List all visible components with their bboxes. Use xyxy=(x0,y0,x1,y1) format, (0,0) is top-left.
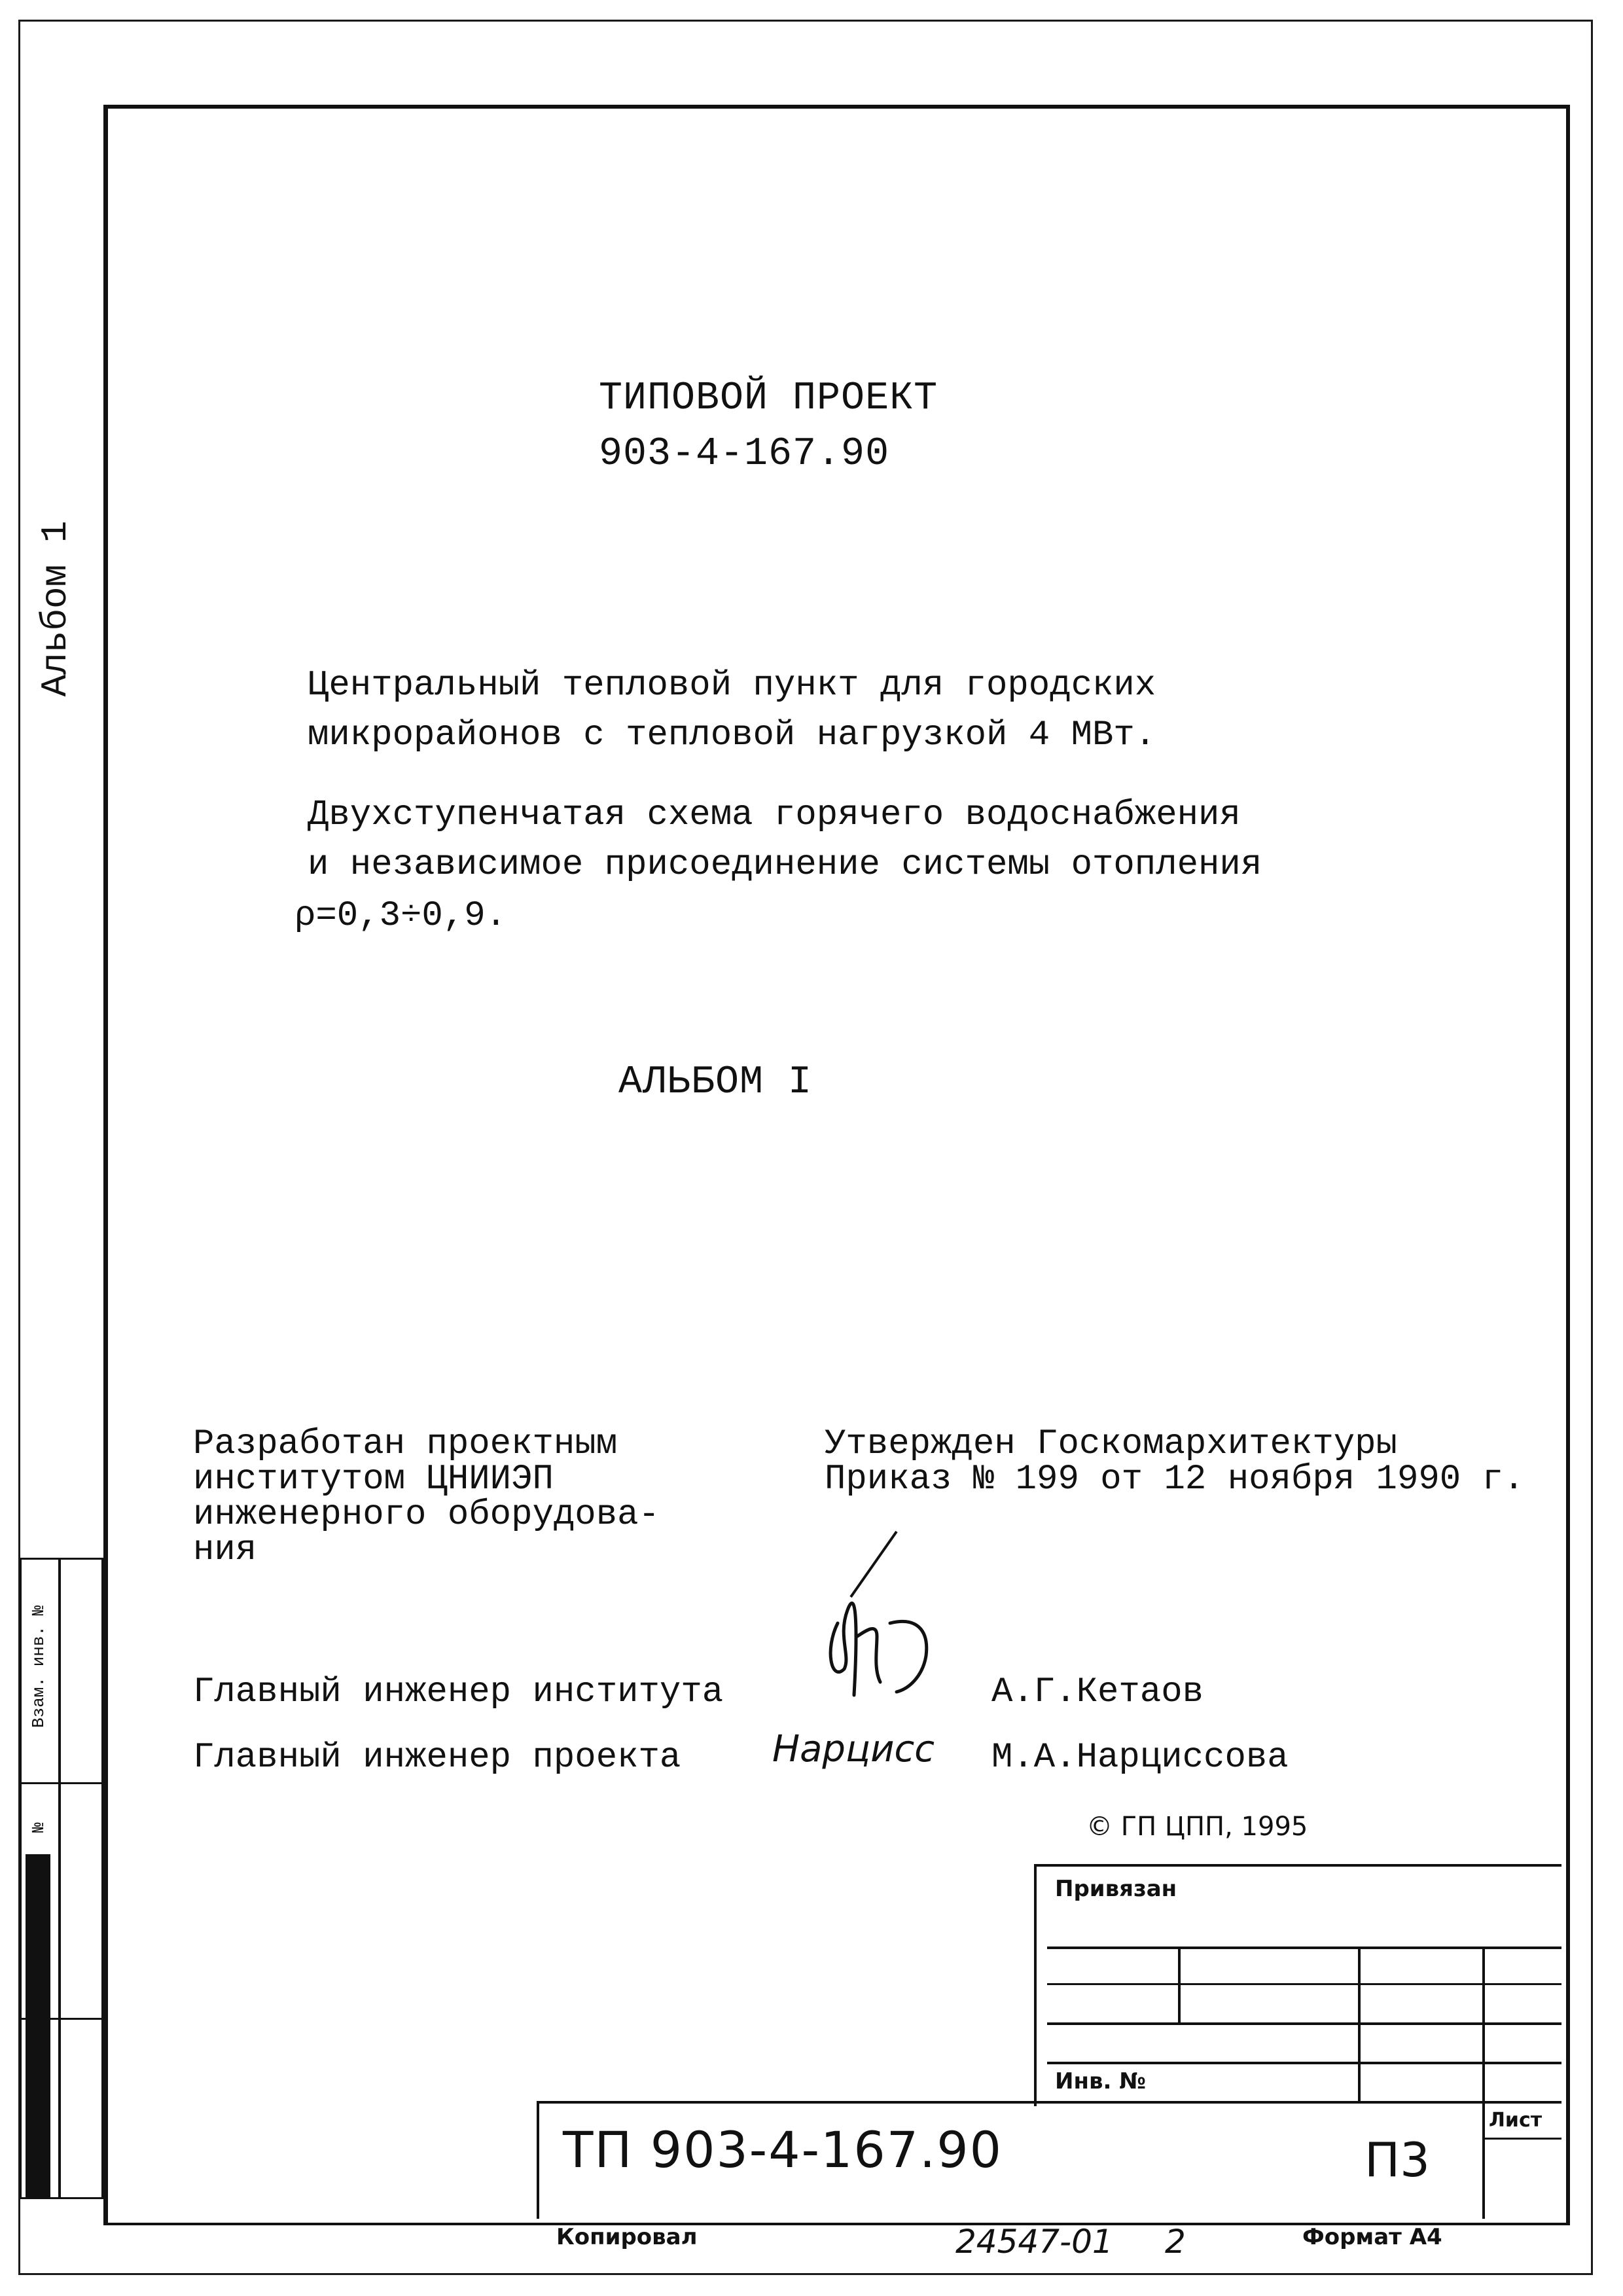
sheet-cell-rule xyxy=(1482,2138,1561,2140)
sheet-value: П3 xyxy=(1364,2132,1430,2187)
description-line-3: Двухступенчатая схема горячего водоснабжения xyxy=(308,795,1241,835)
side-no-text: № xyxy=(29,1822,48,1833)
developer-line-2: институтом ЦНИИЭП xyxy=(193,1460,554,1499)
description-line-2: микрорайонов с тепловой нагрузкой 4 МВт. xyxy=(308,715,1156,755)
side-album-label xyxy=(20,497,92,720)
page-number: 2 xyxy=(1165,2223,1186,2261)
project-number: 903-4-167.90 xyxy=(599,432,890,476)
signature-nartsissova: Нарцисс xyxy=(772,1728,935,1770)
copied-by-label: Копировал xyxy=(556,2224,698,2250)
stamp-top-rule xyxy=(1034,1864,1561,1867)
chief-engineer-project-role: Главный инженер проекта xyxy=(193,1738,681,1778)
paper-format: Формат А4 xyxy=(1302,2224,1442,2250)
project-type-title: ТИПОВОЙ ПРОЕКТ xyxy=(599,376,938,421)
album-number: АЛЬБОМ I xyxy=(618,1060,813,1105)
sheet-label: Лист xyxy=(1489,2109,1543,2132)
code-block-left-rule xyxy=(537,2101,539,2219)
copyright-notice: © ГП ЦПП, 1995 xyxy=(1086,1812,1308,1842)
document-code: ТП 903-4-167.90 xyxy=(563,2121,1003,2179)
stamp-attached-label: Привязан xyxy=(1055,1876,1177,1902)
code-block-sheet-rule xyxy=(1482,2101,1485,2219)
side-box-black-bar xyxy=(26,1854,50,2198)
signature-ketaov xyxy=(812,1525,955,1721)
stamp-inv-label: Инв. № xyxy=(1055,2068,1147,2094)
approval-line-1: Утвержден Госкомархитектуры xyxy=(825,1424,1397,1464)
approval-line-2: Приказ № 199 от 12 ноября 1990 г. xyxy=(825,1460,1525,1499)
developer-line-4: ния xyxy=(193,1530,257,1570)
side-inv-text: Взам. инв. № xyxy=(29,1605,48,1728)
stamp-column-rule xyxy=(1482,1946,1485,2104)
archive-number: 24547-01 xyxy=(955,2223,1113,2261)
chief-engineer-institute-name: А.Г.Кетаов xyxy=(991,1672,1204,1712)
approval-block xyxy=(825,1424,1525,1499)
chief-engineer-institute-role: Главный инженер института xyxy=(193,1672,724,1712)
chief-engineer-project-name: М.А.Нарциссова xyxy=(991,1738,1289,1778)
developer-line-1: Разработан проектным xyxy=(193,1424,618,1464)
description-line-4: и независимое присоединение системы отопления xyxy=(308,845,1262,885)
drawing-frame xyxy=(103,105,1570,2225)
code-block-top-rule xyxy=(537,2101,1561,2104)
developer-block xyxy=(193,1424,660,1570)
description-line-1: Центральный тепловой пункт для городских xyxy=(308,666,1156,706)
stamp-column-rule xyxy=(1178,1946,1181,2022)
stamp-left-rule xyxy=(1034,1864,1037,2106)
side-album-text: Альбом 1 xyxy=(35,520,77,697)
side-box-vertical-rule xyxy=(58,1560,61,2197)
developer-line-3: инженерного оборудова- xyxy=(193,1495,660,1535)
stamp-column-rule xyxy=(1358,1946,1361,2104)
description-line-5: ρ=0,3÷0,9. xyxy=(294,896,507,936)
side-box-divider xyxy=(22,1782,101,1784)
